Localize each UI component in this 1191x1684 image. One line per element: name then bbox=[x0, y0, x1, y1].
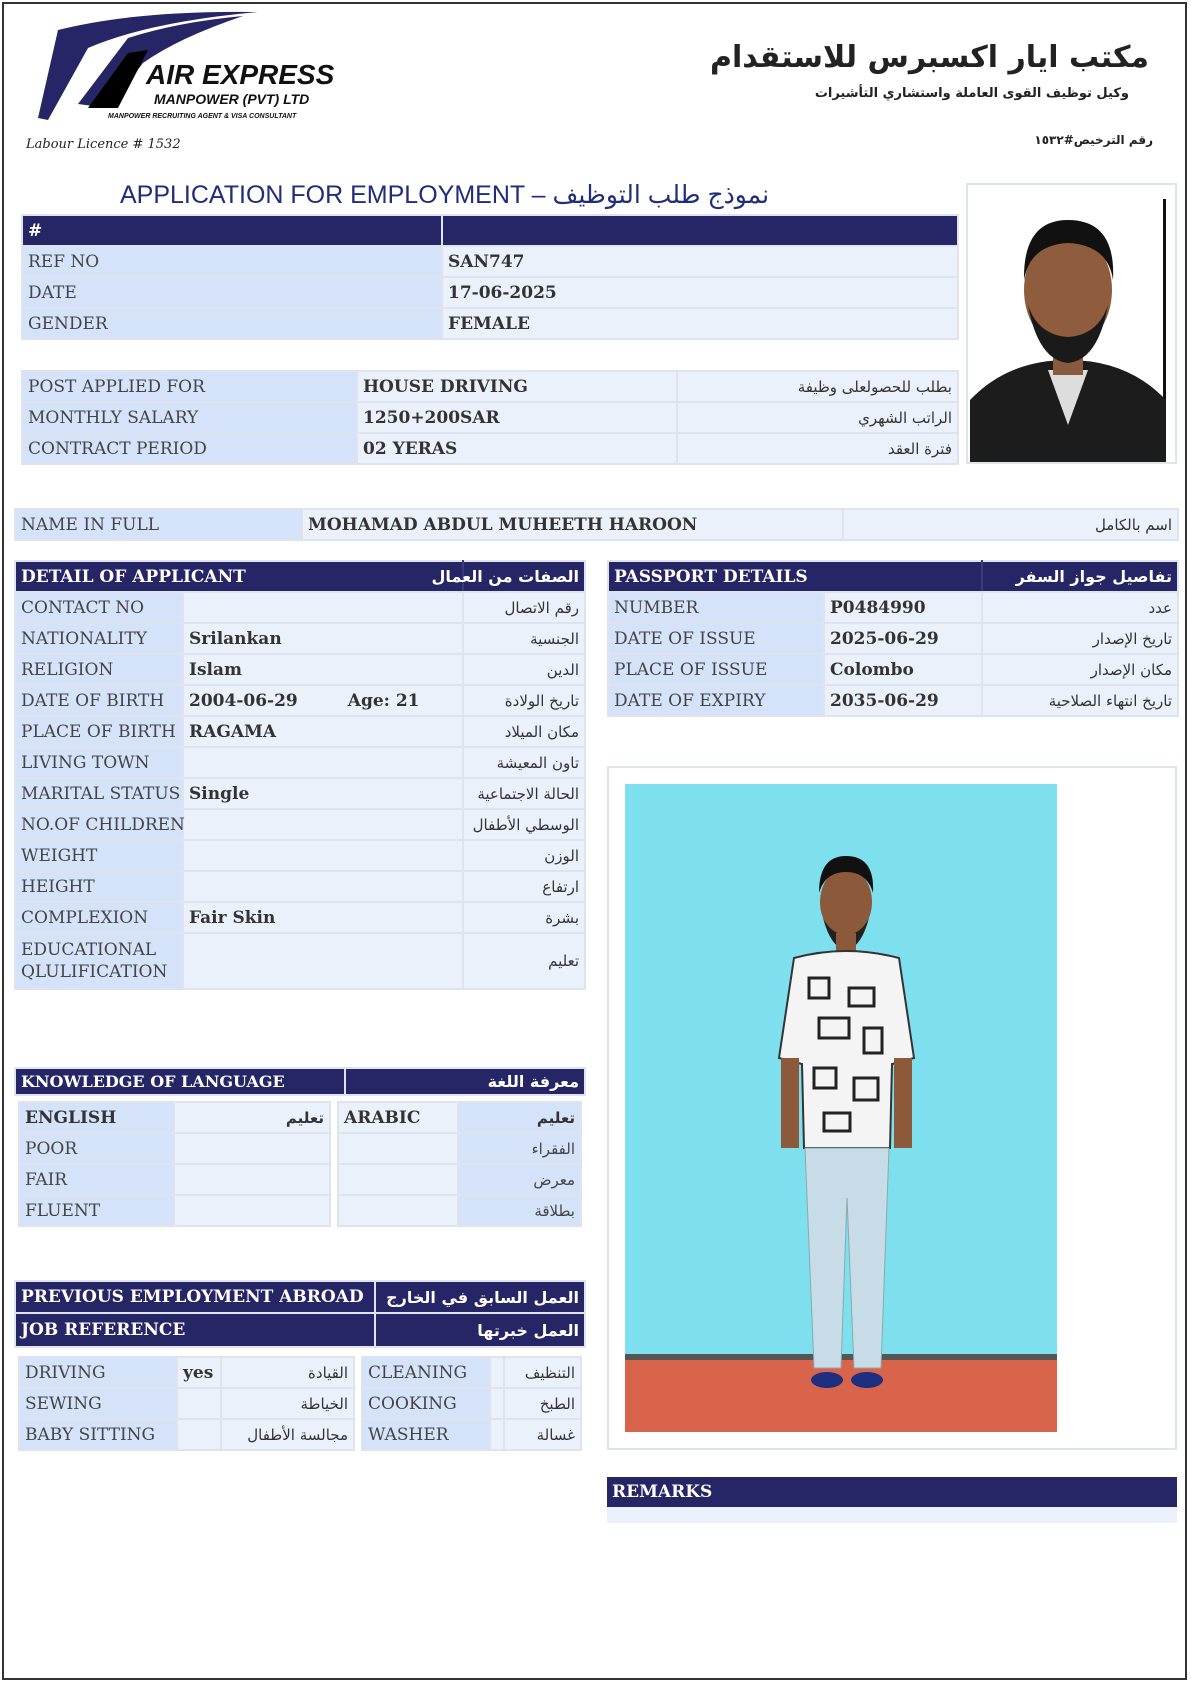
weight-arabic: الوزن bbox=[463, 840, 585, 871]
contact-no-label: CONTACT NO bbox=[15, 592, 183, 623]
english-fair-label: FAIR bbox=[19, 1164, 174, 1195]
table-row bbox=[19, 1357, 354, 1388]
education-label bbox=[15, 933, 183, 989]
job-right-table bbox=[361, 1356, 582, 1451]
ref-header-hash: # bbox=[22, 215, 442, 246]
passport-section-title: PASSPORT DETAILS bbox=[608, 561, 982, 592]
living-town-value bbox=[183, 747, 463, 778]
education-value bbox=[183, 933, 463, 989]
passport-number-value: P0484990 bbox=[824, 592, 982, 623]
logo-tagline: MANPOWER RECRUITING AGENT & VISA CONSULTANT bbox=[108, 113, 297, 120]
table-row bbox=[338, 1102, 581, 1133]
table-row bbox=[15, 747, 585, 778]
ref-no-label: REF NO bbox=[22, 246, 442, 277]
complexion-value: Fair Skin bbox=[183, 902, 463, 933]
religion-arabic: الدين bbox=[463, 654, 585, 685]
religion-label: RELIGION bbox=[15, 654, 183, 685]
driving-value: yes bbox=[177, 1357, 221, 1388]
table-row bbox=[19, 1164, 330, 1195]
table-row bbox=[608, 592, 1178, 623]
complexion-label: COMPLEXION bbox=[15, 902, 183, 933]
expiry-date-arabic: تاريخ انتهاء الصلاحية bbox=[982, 685, 1178, 716]
place-of-birth-label: PLACE OF BIRTH bbox=[15, 716, 183, 747]
table-row bbox=[22, 246, 958, 277]
table-row bbox=[19, 1419, 354, 1450]
table-row bbox=[362, 1357, 581, 1388]
complexion-arabic: بشرة bbox=[463, 902, 585, 933]
job-reference-title-arabic: العمل خبرتها bbox=[375, 1313, 585, 1347]
arabic-arabic: تعليم bbox=[458, 1102, 581, 1133]
living-town-arabic: تاون المعيشة bbox=[463, 747, 585, 778]
driving-label: DRIVING bbox=[19, 1357, 177, 1388]
weight-value bbox=[183, 840, 463, 871]
full-body-photo bbox=[609, 768, 1175, 1448]
ref-header-empty bbox=[442, 215, 958, 246]
issue-place-label: PLACE OF ISSUE bbox=[608, 654, 824, 685]
passport-table bbox=[607, 560, 1179, 717]
post-applied-value: HOUSE DRIVING bbox=[357, 371, 677, 402]
english-table bbox=[18, 1101, 331, 1227]
passport-section-title-arabic: تفاصيل جواز السفر bbox=[982, 561, 1178, 592]
dob-label: DATE OF BIRTH bbox=[15, 685, 183, 716]
table-row bbox=[22, 402, 958, 433]
nationality-arabic: الجنسية bbox=[463, 623, 585, 654]
baby-sitting-label: BABY SITTING bbox=[19, 1419, 177, 1450]
table-row bbox=[15, 809, 585, 840]
place-of-birth-arabic: مكان الميلاد bbox=[463, 716, 585, 747]
issue-date-value: 2025-06-29 bbox=[824, 623, 982, 654]
expiry-date-value: 2035-06-29 bbox=[824, 685, 982, 716]
table-row bbox=[338, 1164, 581, 1195]
nationality-label: NATIONALITY bbox=[15, 623, 183, 654]
english-label: ENGLISH bbox=[19, 1102, 174, 1133]
table-row bbox=[15, 933, 585, 989]
full-name-label: NAME IN FULL bbox=[15, 509, 302, 540]
gender-label: GENDER bbox=[22, 308, 442, 339]
job-reference-title: JOB REFERENCE bbox=[15, 1313, 375, 1347]
table-row bbox=[22, 433, 958, 464]
cooking-label: COOKING bbox=[362, 1388, 490, 1419]
age-value: Age: 21 bbox=[347, 690, 420, 711]
religion-value: Islam bbox=[183, 654, 463, 685]
expiry-date-label: DATE OF EXPIRY bbox=[608, 685, 824, 716]
ref-no-value: SAN747 bbox=[442, 246, 958, 277]
job-left-table bbox=[18, 1356, 355, 1451]
employment-header-table bbox=[14, 1280, 586, 1348]
cooking-value bbox=[490, 1388, 504, 1419]
language-section-title-arabic: معرفة اللغة bbox=[345, 1068, 585, 1095]
table-row bbox=[15, 509, 1178, 540]
table-row bbox=[22, 308, 958, 339]
gender-value: FEMALE bbox=[442, 308, 958, 339]
table-row bbox=[608, 654, 1178, 685]
contract-period-label: CONTRACT PERIOD bbox=[22, 433, 357, 464]
washer-label: WASHER bbox=[362, 1419, 490, 1450]
issue-place-value: Colombo bbox=[824, 654, 982, 685]
arabic-poor-label: الفقراء bbox=[458, 1133, 581, 1164]
table-row bbox=[15, 778, 585, 809]
washer-arabic: غسالة bbox=[504, 1419, 581, 1450]
remarks-title: REMARKS bbox=[607, 1477, 1177, 1507]
baby-sitting-value bbox=[177, 1419, 221, 1450]
language-section-title: KNOWLEDGE OF LANGUAGE bbox=[15, 1068, 345, 1095]
education-arabic: تعليم bbox=[463, 933, 585, 989]
education-label-line2: QLULIFICATION bbox=[21, 962, 168, 982]
table-row bbox=[15, 871, 585, 902]
table-row bbox=[15, 902, 585, 933]
full-body-photo-frame bbox=[607, 766, 1177, 1450]
table-row bbox=[15, 654, 585, 685]
sewing-label: SEWING bbox=[19, 1388, 177, 1419]
logo-sub-text: MANPOWER (PVT) LTD bbox=[154, 91, 310, 107]
language-header-table bbox=[14, 1067, 586, 1096]
height-label: HEIGHT bbox=[15, 871, 183, 902]
table-row bbox=[19, 1102, 330, 1133]
contact-no-value bbox=[183, 592, 463, 623]
table-row bbox=[22, 277, 958, 308]
arabic-label: ARABIC bbox=[338, 1102, 458, 1133]
education-label-line1: EDUCATIONAL bbox=[21, 940, 157, 960]
table-row bbox=[338, 1195, 581, 1226]
marital-status-arabic: الحالة الاجتماعية bbox=[463, 778, 585, 809]
table-row bbox=[338, 1133, 581, 1164]
labour-licence: Labour Licence # 1532 bbox=[26, 137, 181, 152]
full-name-value: MOHAMAD ABDUL MUHEETH HAROON bbox=[302, 509, 843, 540]
passport-number-label: NUMBER bbox=[608, 592, 824, 623]
english-fair-value bbox=[174, 1164, 330, 1195]
passport-photo-frame bbox=[966, 183, 1177, 464]
table-row bbox=[15, 840, 585, 871]
washer-value bbox=[490, 1419, 504, 1450]
issue-date-label: DATE OF ISSUE bbox=[608, 623, 824, 654]
employment-section-title-arabic: العمل السابق في الخارج bbox=[375, 1281, 585, 1313]
arabic-fair-label: معرض bbox=[458, 1164, 581, 1195]
sewing-value bbox=[177, 1388, 221, 1419]
contract-period-value: 02 YERAS bbox=[357, 433, 677, 464]
table-row bbox=[608, 623, 1178, 654]
english-arabic: تعليم bbox=[174, 1102, 330, 1133]
english-fluent-label: FLUENT bbox=[19, 1195, 174, 1226]
arabic-company-subtitle: وكيل توظيف القوى العاملة واستشاري التأشيرات bbox=[814, 86, 1129, 101]
page-title: APPLICATION FOR EMPLOYMENT – نموذج طلب التوظيف bbox=[120, 181, 770, 209]
height-value bbox=[183, 871, 463, 902]
date-label: DATE bbox=[22, 277, 442, 308]
post-applied-label: POST APPLIED FOR bbox=[22, 371, 357, 402]
applicant-section-title: DETAIL OF APPLICANT bbox=[15, 561, 463, 592]
dob-date: 2004-06-29 bbox=[189, 690, 298, 711]
cooking-arabic: الطبخ bbox=[504, 1388, 581, 1419]
sewing-arabic: الخياطة bbox=[221, 1388, 354, 1419]
full-name-arabic: اسم بالكامل bbox=[843, 509, 1178, 540]
table-row bbox=[608, 685, 1178, 716]
english-poor-label: POOR bbox=[19, 1133, 174, 1164]
cleaning-arabic: التنظيف bbox=[504, 1357, 581, 1388]
monthly-salary-value: 1250+200SAR bbox=[357, 402, 677, 433]
table-row bbox=[15, 592, 585, 623]
issue-place-arabic: مكان الإصدار bbox=[982, 654, 1178, 685]
applicant-table bbox=[14, 560, 586, 990]
table-row bbox=[362, 1419, 581, 1450]
arabic-licence: رقم الترخيص#١٥٣٢ bbox=[1034, 133, 1153, 147]
air-express-logo bbox=[28, 8, 335, 133]
table-row bbox=[19, 1133, 330, 1164]
applicant-section-title-arabic: الصفات من العمال bbox=[463, 561, 585, 592]
contract-period-arabic: فترة العقد bbox=[677, 433, 958, 464]
remarks-field[interactable] bbox=[607, 1507, 1177, 1523]
cleaning-label: CLEANING bbox=[362, 1357, 490, 1388]
children-value bbox=[183, 809, 463, 840]
children-arabic: الوسطي الأطفال bbox=[463, 809, 585, 840]
arabic-fluent-label: بطلاقة bbox=[458, 1195, 581, 1226]
nationality-value: Srilankan bbox=[183, 623, 463, 654]
table-row bbox=[15, 685, 585, 716]
english-fluent-value bbox=[174, 1195, 330, 1226]
marital-status-label: MARITAL STATUS bbox=[15, 778, 183, 809]
weight-label: WEIGHT bbox=[15, 840, 183, 871]
post-applied-arabic: بطلب للحصولعلى وظيفة bbox=[677, 371, 958, 402]
reference-table bbox=[21, 214, 959, 340]
contact-no-arabic: رقم الاتصال bbox=[463, 592, 585, 623]
driving-arabic: القيادة bbox=[221, 1357, 354, 1388]
baby-sitting-arabic: مجالسة الأطفال bbox=[221, 1419, 354, 1450]
table-row bbox=[19, 1388, 354, 1419]
english-poor-value bbox=[174, 1133, 330, 1164]
full-name-table bbox=[14, 508, 1179, 541]
date-value: 17-06-2025 bbox=[442, 277, 958, 308]
arabic-table bbox=[337, 1101, 582, 1227]
living-town-label: LIVING TOWN bbox=[15, 747, 183, 778]
issue-date-arabic: تاريخ الإصدار bbox=[982, 623, 1178, 654]
table-row bbox=[15, 623, 585, 654]
table-row bbox=[22, 371, 958, 402]
marital-status-value: Single bbox=[183, 778, 463, 809]
dob-value bbox=[183, 685, 463, 716]
arabic-fair-value bbox=[338, 1164, 458, 1195]
arabic-poor-value bbox=[338, 1133, 458, 1164]
logo-main-text: AIR EXPRESS bbox=[146, 59, 335, 90]
children-label: NO.OF CHILDREN bbox=[15, 809, 183, 840]
post-table bbox=[21, 370, 959, 465]
employment-section-title: PREVIOUS EMPLOYMENT ABROAD bbox=[15, 1281, 375, 1313]
arabic-fluent-value bbox=[338, 1195, 458, 1226]
table-row bbox=[19, 1195, 330, 1226]
table-row bbox=[362, 1388, 581, 1419]
monthly-salary-arabic: الراتب الشهري bbox=[677, 402, 958, 433]
cleaning-value bbox=[490, 1357, 504, 1388]
passport-number-arabic: عدد bbox=[982, 592, 1178, 623]
passport-photo bbox=[968, 185, 1175, 462]
table-row bbox=[15, 716, 585, 747]
place-of-birth-value: RAGAMA bbox=[183, 716, 463, 747]
dob-arabic: تاريخ الولادة bbox=[463, 685, 585, 716]
arabic-company-title: مكتب ايار اكسبرس للاستقدام bbox=[710, 40, 1149, 75]
height-arabic: ارتفاع bbox=[463, 871, 585, 902]
monthly-salary-label: MONTHLY SALARY bbox=[22, 402, 357, 433]
